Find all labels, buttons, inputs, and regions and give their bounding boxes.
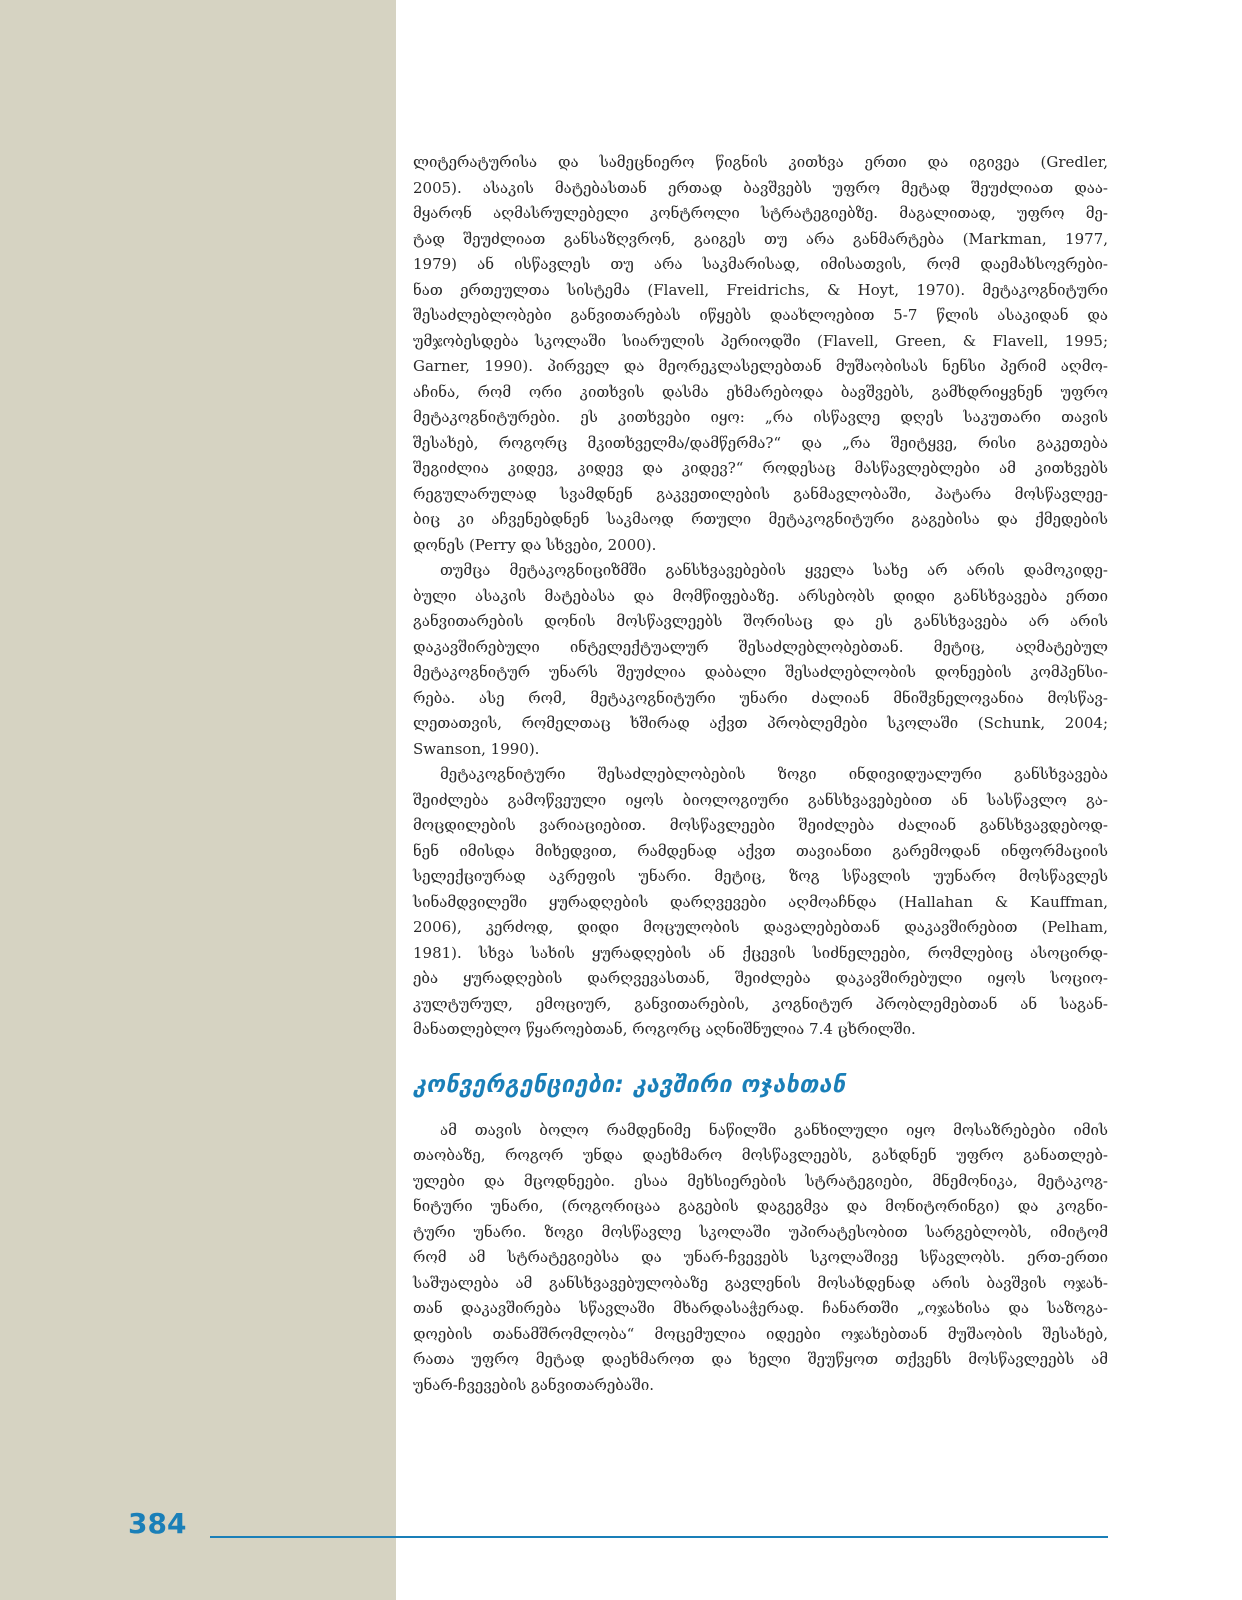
sidebar-band [0,0,396,1600]
text-line: დონეს (Perry და სხვები, 2000). [413,535,657,554]
text-line: ნენ იმისდა მიხედვით, რამდენად აქვთ თავიანთი გარემოდან ინფორმაციის [413,841,1108,860]
text-line: თაობაზე, როგორ უნდა დაეხმარო მოსწავლეებს, გახდნენ უფრო განათლებ- [413,1146,1108,1164]
text-line: შეგიძლია კიდევ, კიდევ და კიდევ?“ როდესაც მასწავლებლები ამ კითხვებს [413,459,1108,477]
text-line: Garner, 1990). პირველ და მეორეკლასელებთან მუშაობისას ნენსი პერიმ აღმო- [413,357,1108,375]
text-line: კულტურულ, ემოციურ, განვითარების, კოგნიტურ პრობლემებთან ან საგან- [413,994,1108,1013]
footer-rule [210,1536,1108,1538]
text-column [413,150,1108,1398]
section-heading: კონვერგენციები: კავშირი ოჯახთან [413,1071,846,1098]
text-line: Swanson, 1990). [413,739,540,758]
text-line: 2005). ასაკის მატებასთან ერთად ბავშვებს უფრო მეტად შეუძლიათ დაა- [413,178,1108,197]
text-line: თან დაკავშირება სწავლაში მხარდასაჭერად. ჩანართში „ოჯახისა და საზოგა- [413,1299,1108,1317]
text-line: ლეთათვის, რომელთაც ხშირად აქვთ პრობლემები სკოლაში (Schunk, 2004; [413,714,1108,732]
paragraph-3 [413,762,1108,1043]
text-line: ბიც კი აჩვენებდნენ საკმაოდ რთული მეტაკოგნიტური გაგებისა და ქმედების [413,510,1108,528]
text-line: უმჯობესდება სკოლაში სიარულის პერიოდში (Flavell, Green, & Flavell, 1995; [413,331,1108,350]
text-line: შეიძლება გამოწვეული იყოს ბიოლოგიური განსხვავებებით ან სასწავლო გა- [413,790,1108,809]
text-line: მეტაკოგნიტური შესაძლებლობების ზოგი ინდივიდუალური განსხვავება [440,765,1108,783]
paragraph-2 [413,558,1108,762]
text-line: დოების თანამშრომლობა“ მოცემულია იდეები ოჯახებთან მუშაობის შესახებ, [413,1324,1108,1343]
text-line: ტური უნარი. ზოგი მოსწავლე სკოლაში უპირატესობით სარგებლობს, იმიტომ [413,1222,1108,1241]
text-line: ნიტური უნარი, (როგორიცაა გაგების დაგეგმვა და მონიტორინგი) და კოგნი- [413,1197,1108,1215]
text-line: რება. ასე რომ, მეტაკოგნიტური უნარი ძალიან მნიშვნელოვანია მოსწავ- [413,688,1108,707]
text-line: 1981). სხვა სახის ყურადღების ან ქცევის სიძნელეები, რომლებიც ასოცირდ- [413,943,1108,962]
section-paragraph [413,1118,1108,1399]
text-line: ამ თავის ბოლო რამდენიმე ნაწილში განხილული იყო მოსაზრებები იმის [440,1120,1108,1139]
text-line: განვითარების დონის მოსწავლეებს შორისაც და ეს განსხვავება არ არის [413,612,1108,630]
text-line: სინამდვილეში ყურადღების დარღვევები აღმოაჩნდა (Hallahan & Kauffman, [413,892,1108,911]
page-number: 384 [128,1507,187,1540]
text-line: რომ ამ სტრატეგიებსა და უნარ-ჩვევებს სკოლაშივე სწავლობს. ერთ-ერთი [413,1248,1108,1266]
text-line: 1979) ან ისწავლეს თუ არა საკმარისად, იმისათვის, რომ დაემახსოვრები- [413,255,1108,273]
text-line: ულები და მცოდნეები. ესაა მეხსიერების სტრატეგიები, მნემონიკა, მეტაკოგ- [413,1171,1108,1190]
text-line: მეტაკოგნიტურები. ეს კითხვები იყო: „რა ისწავლე დღეს საკუთარი თავის [413,408,1108,426]
text-line: შესახებ, როგორც მკითხველმა/დამწერმა?“ და „რა შეიტყვე, რისი გაკეთება [413,433,1108,452]
text-line: მანათლებლო წყაროებთან, როგორც აღნიშნულია 7.4 ცხრილში. [413,1020,916,1038]
text-line: სელექციურად აკრეფის უნარი. მეტიც, ზოგ სწავლის უუნარო მოსწავლეს [413,867,1108,885]
text-line: ნათ ერთეულთა სისტემა (Flavell, Freidrichs, & Hoyt, 1970). მეტაკოგნიტური [413,280,1108,299]
text-line: თუმცა მეტაკოგნიციზმში განსხვავებების ყველა სახე არ არის დამოკიდე- [440,561,1108,579]
text-line: მყარონ აღმასრულებელი კონტროლი სტრატეგიებზე. მაგალითად, უფრო მე- [413,204,1108,222]
text-line: მეტაკოგნიტურ უნარს შეუძლია დაბალი შესაძლებლობის დონეების კომპენსი- [413,663,1108,681]
text-line: დაკავშირებული ინტელექტუალურ შესაძლებლობებთან. მეტიც, აღმატებულ [413,637,1108,656]
text-line: ლიტერატურისა და სამეცნიერო წიგნის კითხვა ერთი და იგივეა (Gredler, [413,153,1108,171]
text-line: 2006), კერძოდ, დიდი მოცულობის დავალებებთან დაკავშირებით (Pelham, [413,918,1108,936]
paragraph-1 [413,150,1108,558]
text-line: მოცდილების ვარიაციებით. მოსწავლეები შეიძლება ძალიან განსხვავდებოდ- [413,816,1108,834]
text-line: ება ყურადღების დარღვევასთან, შეიძლება დაკავშირებული იყოს სოციო- [413,969,1108,987]
text-line: საშუალება ამ განსხვავებულობაზე გავლენის მოსახდენად არის ბავშვის ოჯახ- [413,1273,1108,1292]
text-line: ბული ასაკის მატებასა და მომწიფებაზე. არსებობს დიდი განსხვავება ერთი [413,586,1108,605]
text-line: შესაძლებლობები განვითარებას იწყებს დაახლოებით 5-7 წლის ასაკიდან და [413,306,1108,324]
text-line: რეგულარულად სვამდნენ გაკვეთილების განმავლობაში, პატარა მოსწავლეე- [413,484,1108,503]
text-line: უნარ-ჩვევების განვითარებაში. [413,1375,654,1394]
text-line: აჩინა, რომ ორი კითხვის დასმა ეხმარებოდა ბავშვებს, გამხდრიყვნენ უფრო [413,382,1108,401]
text-line: ტად შეუძლიათ განსაზღვრონ, გაიგეს თუ არა განმარტება (Markman, 1977, [413,229,1108,248]
text-line: რათა უფრო მეტად დაეხმაროთ და ხელი შეუწყოთ თქვენს მოსწავლეებს ამ [413,1350,1108,1368]
